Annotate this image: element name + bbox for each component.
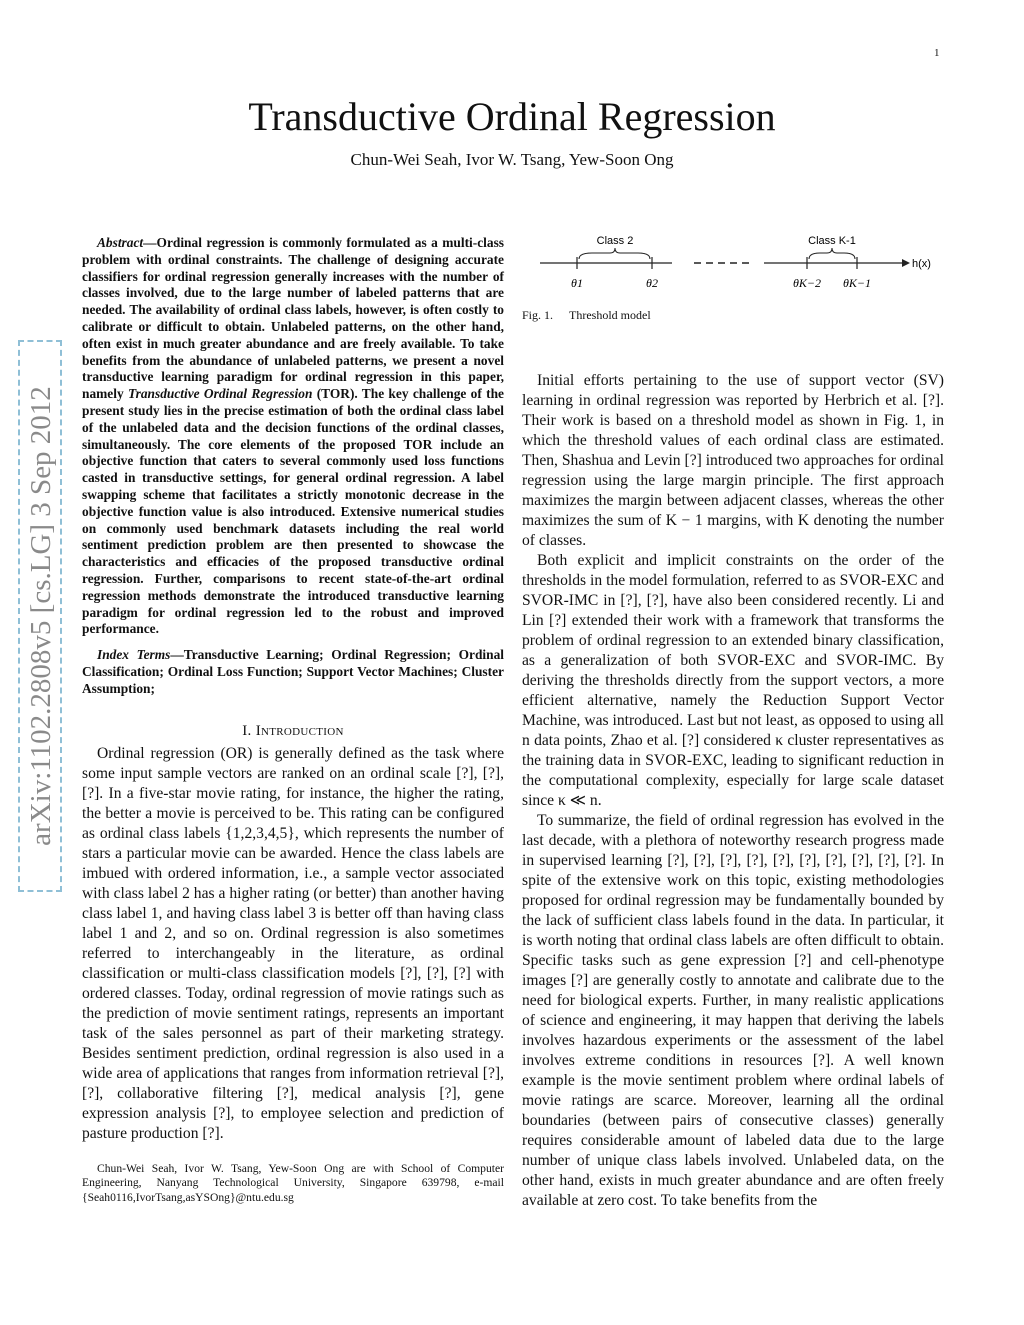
arxiv-stamp: arXiv:1102.2808v5 [cs.LG] 3 Sep 2012	[25, 386, 57, 846]
figure-caption-text: Threshold model	[569, 308, 651, 322]
left-column	[82, 235, 504, 1205]
paper-authors: Chun-Wei Seah, Ivor W. Tsang, Yew-Soon Ong	[350, 150, 674, 169]
abstract	[82, 235, 504, 638]
index-terms	[82, 647, 504, 697]
intro-paragraph-1: Ordinal regression (OR) is generally defined as the task where some input sample vectors are ranked on an ordinal scale [?], [?], [?]. In a five-star movie rating, for instance, the higher the rating, the better a movie is perceived to be. This rating can be configured as ordinal class labels {1,2,3,4,5}, which represents the number of stars a particular movie can be awarded. Hence the class labels are imbued with ordered information, i.e., a sample vector associated with class label 2 has a higher rating (or better) than another having class label 1, and having class label 3 is better off than having class label 1 and 2, and so on. Ordinal regression is also sometimes referred to interchangeably in the literature, as ordinal classification or multi-class classification models [?], [?], [?] with ordered classes. Today, ordinal regression of movie ratings such as the prediction of movie sentiment ratings, represents an important task of the sales personnel as part of their marketing strategy. Besides sentiment prediction, ordinal regression is also used in a wide area of applications that ranges from information retrieval [?], [?], collaborative filtering [?], medical analysis [?], gene expression analysis [?], to employee selection and prediction of pasture production [?].	[82, 744, 504, 1142]
section-heading	[82, 723, 504, 740]
abstract-text-1: Ordinal regression is commonly formulated as a multi-class problem with ordinal constraints. The challenge of designing accurate classifiers for ordinal regression generally increases with the number of classes involved, due to the large number of labeled patterns that are needed. The availability of ordinal class labels, however, is often costly to calibrate or difficult to obtain. Unlabeled patterns, on the other hand, often exist in much greater abundance and are freely available. To take benefits from the abundance of unlabeled patterns, we present a novel transductive learning paradigm for ordinal regression in this paper, namely	[82, 235, 504, 402]
label-theta-2: θ2	[646, 276, 658, 290]
abstract-text-2: (TOR). The key challenge of the present study lies in the precise estimation of both the ordinal class label of the unlabeled data and the decision functions of the ordinal classes, simultaneously. The core elements of the proposed TOR include an objective function that caters to several commonly used loss functions casted in transductive settings, for general ordinal regression. A label swapping scheme that facilitates a strictly monotonic decrease in the objective function value is also introduced. Extensive numerical studies on commonly used benchmark datasets including the real world sentiment prediction problem are then presented to showcase the characteristics and efficacies of the proposed transductive ordinal regression. Further, comparisons to recent state-of-the-art ordinal regression methods demonstrate the introduced transductive learning paradigm for ordinal regression led to the robust and improved performance.	[82, 386, 504, 637]
figure-caption-label: Fig. 1.	[522, 308, 554, 322]
right-text-body	[522, 371, 944, 1211]
brace-class-2	[579, 248, 650, 259]
right-paragraph-2: Both explicit and implicit constraints on the order of the thresholds in the model formulation, referred to as SVOR-EXC and SVOR-IMC in [?], [?], have also been considered recently. Li and Lin [?] extended their work with a framework that transforms the problem of ordinal regression to an extended binary classification, as a generalization of both SVOR-EXC and SVOR-IMC. By deriving the thresholds directly from the support vectors, a more efficient alternative, namely the Reduction Support Vector Machine, was introduced. Last but not least, as opposed to using all n data points, Zhao et al. [?] considered κ cluster representatives as the training data in SVOR-EXC, leading to significant reduction in the computational complexity, especially for large scale dataset since κ ≪ n.	[522, 552, 944, 809]
threshold-diagram	[522, 235, 952, 305]
axis-arrow-icon	[902, 259, 910, 267]
abstract-dash: —	[143, 235, 157, 250]
paper-title: Transductive Ordinal Regression	[248, 94, 776, 139]
axis-label: h(x)	[912, 258, 931, 270]
index-terms-dash: —	[170, 647, 184, 663]
index-terms-text: Transductive Learning; Ordinal Regression; Ordinal Classification; Ordinal Loss Function; Support Vector Machines; Cluster Assumption;	[82, 647, 504, 696]
abstract-label: Abstract	[97, 235, 144, 250]
right-paragraph-3: To summarize, the field of ordinal regression has evolved in the last decade, with a plethora of noteworthy research progress made in supervised learning [?], [?], [?], [?], [?], [?], [?], [?], [?], [?]. In spite of the extensive work on this topic, existing methodologies proposed for ordinal regression may be fundamentally bounded by the lack of sufficient class labels found in the data. In particular, it is worth noting that ordinal class labels are often difficult to obtain. Specific tasks such as gene expression [?] and cell-phenotype images [?] are generally costly to annotate and calibrate due to the need for biological experts. Further, in many realistic applications of science and engineering, it may happen that deriving the labels involves hazardous experiments or the assessment of the label involves extreme conditions in resources [?]. A well known example is the movie sentiment problem where ordinal labels of movie ratings are scarce. Moreover, learning all the ordinal boundaries (between pairs of consecutive classes) generally requires considerable amount of labeled data due to the large number of unique class labels involved. Unlabeled data, on the other hand, exists in much greater abundance and are often freely available at zero cost. To take benefits from the	[522, 812, 944, 1209]
label-class-2: Class 2	[596, 235, 634, 247]
figure-caption	[522, 308, 651, 323]
right-column	[522, 235, 944, 1211]
index-terms-label: Index Terms	[97, 647, 171, 663]
section-number: I.	[242, 722, 252, 739]
right-paragraph-1: Initial efforts pertaining to the use of support vector (SV) learning in ordinal regression was reported by Herbrich et al. [?]. Their work is based on a threshold model as shown in Fig. 1, in which the threshold values of each ordinal class are estimated. Then, Shashua and Levin [?] introduced two approaches for ordinal regression using the large margin principle. The first approach maximizes the margin between adjacent classes, whereas the other maximizes the sum of K − 1 margins, with K denoting the number of classes.	[522, 372, 944, 549]
abstract-italic: Transductive Ordinal Regression	[127, 386, 313, 402]
label-theta-k1: θK−1	[843, 276, 871, 290]
label-theta-1: θ1	[571, 276, 583, 290]
label-class-k1: Class K-1	[808, 235, 856, 247]
label-theta-k2: θK−2	[793, 276, 821, 290]
page-number: 1	[934, 47, 940, 59]
brace-class-k1	[809, 248, 855, 259]
author-footnote: Chun-Wei Seah, Ivor W. Tsang, Yew-Soon Ong are with School of Computer Engineering, Nanyang Technological University, Singapore 639798, e-mail {Seah0116,IvorTsang,asYSOng}@ntu.edu.sg	[82, 1161, 504, 1204]
threshold-figure	[522, 235, 944, 323]
section-title: Introduction	[255, 722, 344, 739]
